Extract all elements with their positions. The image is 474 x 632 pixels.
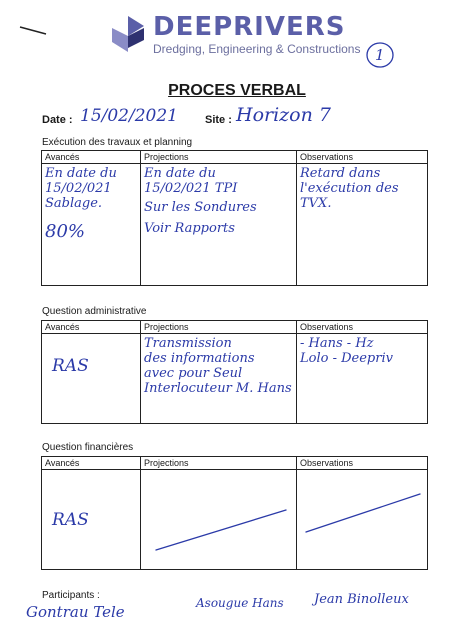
admin-projections-line: des informations	[144, 351, 255, 366]
admin-observations-line: - Hans - Hz	[300, 336, 374, 351]
admin-header-observations: Observations	[297, 321, 428, 334]
financial-header-observations: Observations	[297, 457, 428, 470]
admin-observations-cell	[297, 334, 428, 424]
company-tagline: Dredging, Engineering & Constructions	[153, 42, 361, 56]
admin-advances-line: RAS	[52, 356, 89, 376]
financial-advances-line: RAS	[52, 510, 89, 530]
works-projections-line: En date du	[144, 166, 216, 181]
company-name: DEEPRIVERS	[153, 12, 346, 42]
works-header-projections: Projections	[141, 151, 297, 164]
company-logo-icon	[108, 14, 148, 54]
admin-advances-cell	[42, 334, 141, 424]
works-projections-line: Sur les Sondures	[144, 200, 257, 215]
participant-signature: Asougue Hans	[196, 596, 284, 610]
participant-signature: Gontrau Tele	[26, 603, 125, 621]
participant-signature: Jean Binolleux	[314, 592, 409, 607]
site-value: Horizon 7	[236, 104, 331, 126]
works-advances-line: En date du	[45, 166, 117, 181]
admin-header-advances: Avancés	[42, 321, 141, 334]
financial-observations-cell	[297, 470, 428, 570]
admin-section-title: Question administrative	[42, 306, 147, 317]
participants-label: Participants :	[42, 590, 100, 601]
works-projections-line: 15/02/021 TPI	[144, 181, 238, 196]
financial-header-projections: Projections	[141, 457, 297, 470]
date-label: Date :	[42, 114, 73, 126]
admin-projections-line: Transmission	[144, 336, 232, 351]
date-value: 15/02/2021	[80, 106, 178, 126]
site-label: Site :	[205, 114, 232, 126]
works-header-advances: Avancés	[42, 151, 141, 164]
financial-section-title: Question financières	[42, 442, 134, 453]
financial-projections-cell	[141, 470, 297, 570]
financial-header-advances: Avancés	[42, 457, 141, 470]
admin-header-projections: Projections	[141, 321, 297, 334]
works-observations-line: Retard dans	[300, 166, 381, 181]
works-projections-cell	[141, 164, 297, 286]
works-advances-line: Sablage.	[45, 196, 103, 211]
works-observations-line: l'exécution des	[300, 181, 399, 196]
document-title: PROCES VERBAL	[168, 82, 306, 99]
works-observations-line: TVX.	[300, 196, 332, 211]
financial-table	[41, 456, 428, 570]
works-advances-line: 80%	[45, 221, 86, 242]
admin-projections-line: Interlocuteur M. Hans	[144, 381, 292, 396]
works-projections-line: Voir Rapports	[144, 221, 235, 236]
works-observations-cell	[297, 164, 428, 286]
works-section-title: Exécution des travaux et planning	[42, 137, 193, 148]
works-header-observations: Observations	[297, 151, 428, 164]
observations-strike-line	[300, 472, 425, 562]
works-advances-cell	[42, 164, 141, 286]
admin-table	[41, 320, 428, 424]
page-number: 1	[375, 46, 385, 64]
works-table	[41, 150, 428, 286]
admin-projections-cell	[141, 334, 297, 424]
works-advances-line: 15/02/021	[45, 181, 112, 196]
corner-mark	[18, 24, 48, 36]
financial-advances-cell	[42, 470, 141, 570]
admin-observations-line: Lolo - Deepriv	[300, 351, 393, 366]
projections-strike-line	[144, 472, 294, 562]
admin-projections-line: avec pour Seul	[144, 366, 243, 381]
